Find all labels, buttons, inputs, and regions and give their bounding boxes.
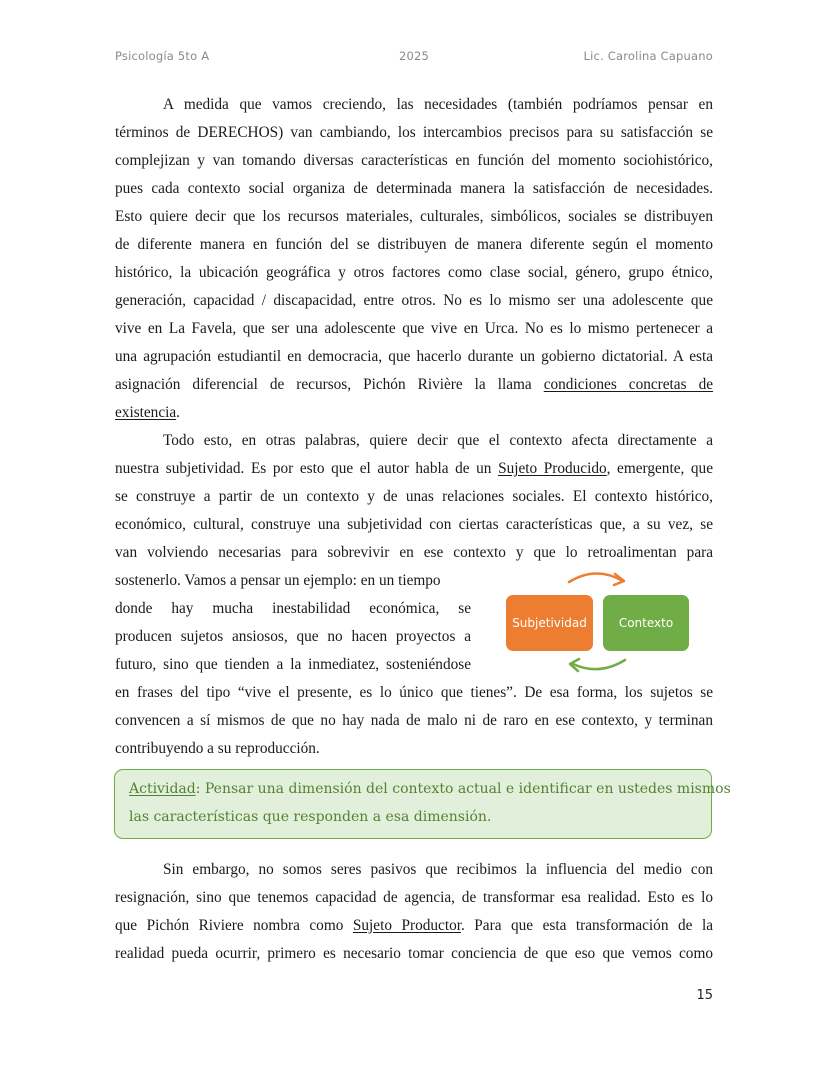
text-line: Esto quiere decir que los recursos materiales, culturales, simbólicos, sociales se distribuyen: [115, 208, 713, 225]
text-line: A medida que vamos creciendo, las necesidades (también podríamos pensar en: [163, 96, 713, 113]
page-number: 15: [696, 988, 713, 1003]
text-line: van volviendo necesarias para sobrevivir en ese contexto y que lo retroalimentan para: [115, 544, 713, 561]
text-line: términos de DERECHOS) van cambiando, los intercambios precisos para su satisfacción se: [115, 124, 713, 141]
text-fragment: nuestra subjetividad. Es por esto que el autor habla de un: [115, 460, 499, 477]
term-condiciones-concretas: condiciones concretas de: [543, 376, 714, 393]
text-line: convencen a sí mismos de que no hay nada de malo ni de raro en ese contexto, y terminan: [115, 712, 713, 729]
text-line: Sin embargo, no somos seres pasivos que recibimos la influencia del medio con: [163, 861, 713, 878]
text-line: vive en La Favela, que ser una adolescente que vive en Urca. No es lo mismo pertenecer a: [115, 320, 713, 337]
contexto-box: Contexto: [603, 595, 689, 651]
text-fragment: : Pensar una dimensión del contexto actual e identificar en ustedes mismos: [195, 781, 731, 797]
text-line: generación, capacidad / discapacidad, entre otros. No es lo mismo ser una adolescente que: [115, 292, 713, 309]
header-year: 2025: [398, 49, 430, 63]
text-line: producen sujetos ansiosos, que no hacen proyectos a: [115, 628, 471, 645]
text-fragment: . Para que esta transformación de la: [460, 917, 713, 934]
text-line: en frases del tipo “vive el presente, es lo único que tienes”. De esa forma, los sujetos se: [115, 684, 713, 701]
term-existencia: existencia: [115, 404, 177, 421]
text-fragment: , emergente, que: [606, 460, 713, 477]
text-fragment: asignación diferencial de recursos, Pichón Rivière la llama: [115, 376, 544, 393]
text-line: futuro, sino que tienden a la inmediatez, sosteniéndose: [115, 656, 471, 673]
subjetividad-box: Subjetividad: [506, 595, 593, 651]
term-sujeto-producido: Sujeto Producido: [498, 460, 607, 477]
text-line: Todo esto, en otras palabras, quiere decir que el contexto afecta directamente a: [163, 432, 713, 449]
text-line: una agrupación estudiantil en democracia, que hacerlo durante un gobierno dictatorial. A esta: [115, 348, 713, 365]
term-sujeto-productor: Sujeto Productor: [352, 917, 461, 934]
text-line: [115, 375, 713, 395]
text-line: pues cada contexto social organiza de determinada manera la satisfacción de necesidades.: [115, 180, 713, 197]
arrow-right-icon: [565, 568, 629, 588]
text-line: económico, cultural, construye una subjetividad con ciertas características que, a su vez, se: [115, 516, 713, 533]
text-fragment: que Pichón Riviere nombra como: [115, 917, 353, 934]
text-fragment: .: [176, 404, 180, 421]
text-line: complejizan y van tomando diversas características en función del momento sociohistórico,: [115, 152, 713, 169]
text-line: realidad pueda ocurrir, primero es necesario tomar conciencia de que eso que vemos como: [115, 945, 713, 962]
text-line: de diferente manera en función del se distribuyen de manera diferente según el momento: [115, 236, 713, 253]
arrow-left-icon: [565, 656, 629, 676]
text-line: donde hay mucha inestabilidad económica, se: [115, 600, 471, 617]
text-line: sostenerlo. Vamos a pensar un ejemplo: en un tiempo: [115, 572, 441, 589]
text-line: [115, 459, 713, 479]
activity-box: [114, 769, 731, 839]
text-line: histórico, la ubicación geográfica y otros factores como clase social, género, grupo étnico,: [115, 264, 713, 281]
activity-line: las características que responden a esa dimensión.: [129, 809, 492, 825]
activity-label: Actividad: [129, 781, 196, 797]
text-line: resignación, sino que tenemos capacidad de agencia, de transformar esa realidad. Esto es lo: [115, 889, 713, 906]
text-line: [115, 916, 713, 936]
text-line: [115, 403, 713, 423]
text-line: contribuyendo a su reproducción.: [115, 740, 320, 757]
activity-line: [129, 779, 731, 799]
header-course: Psicología 5to A: [115, 49, 210, 63]
text-line: se construye a partir de un contexto y de unas relaciones sociales. El contexto histórico,: [115, 488, 713, 505]
header-author: Lic. Carolina Capuano: [583, 49, 713, 63]
